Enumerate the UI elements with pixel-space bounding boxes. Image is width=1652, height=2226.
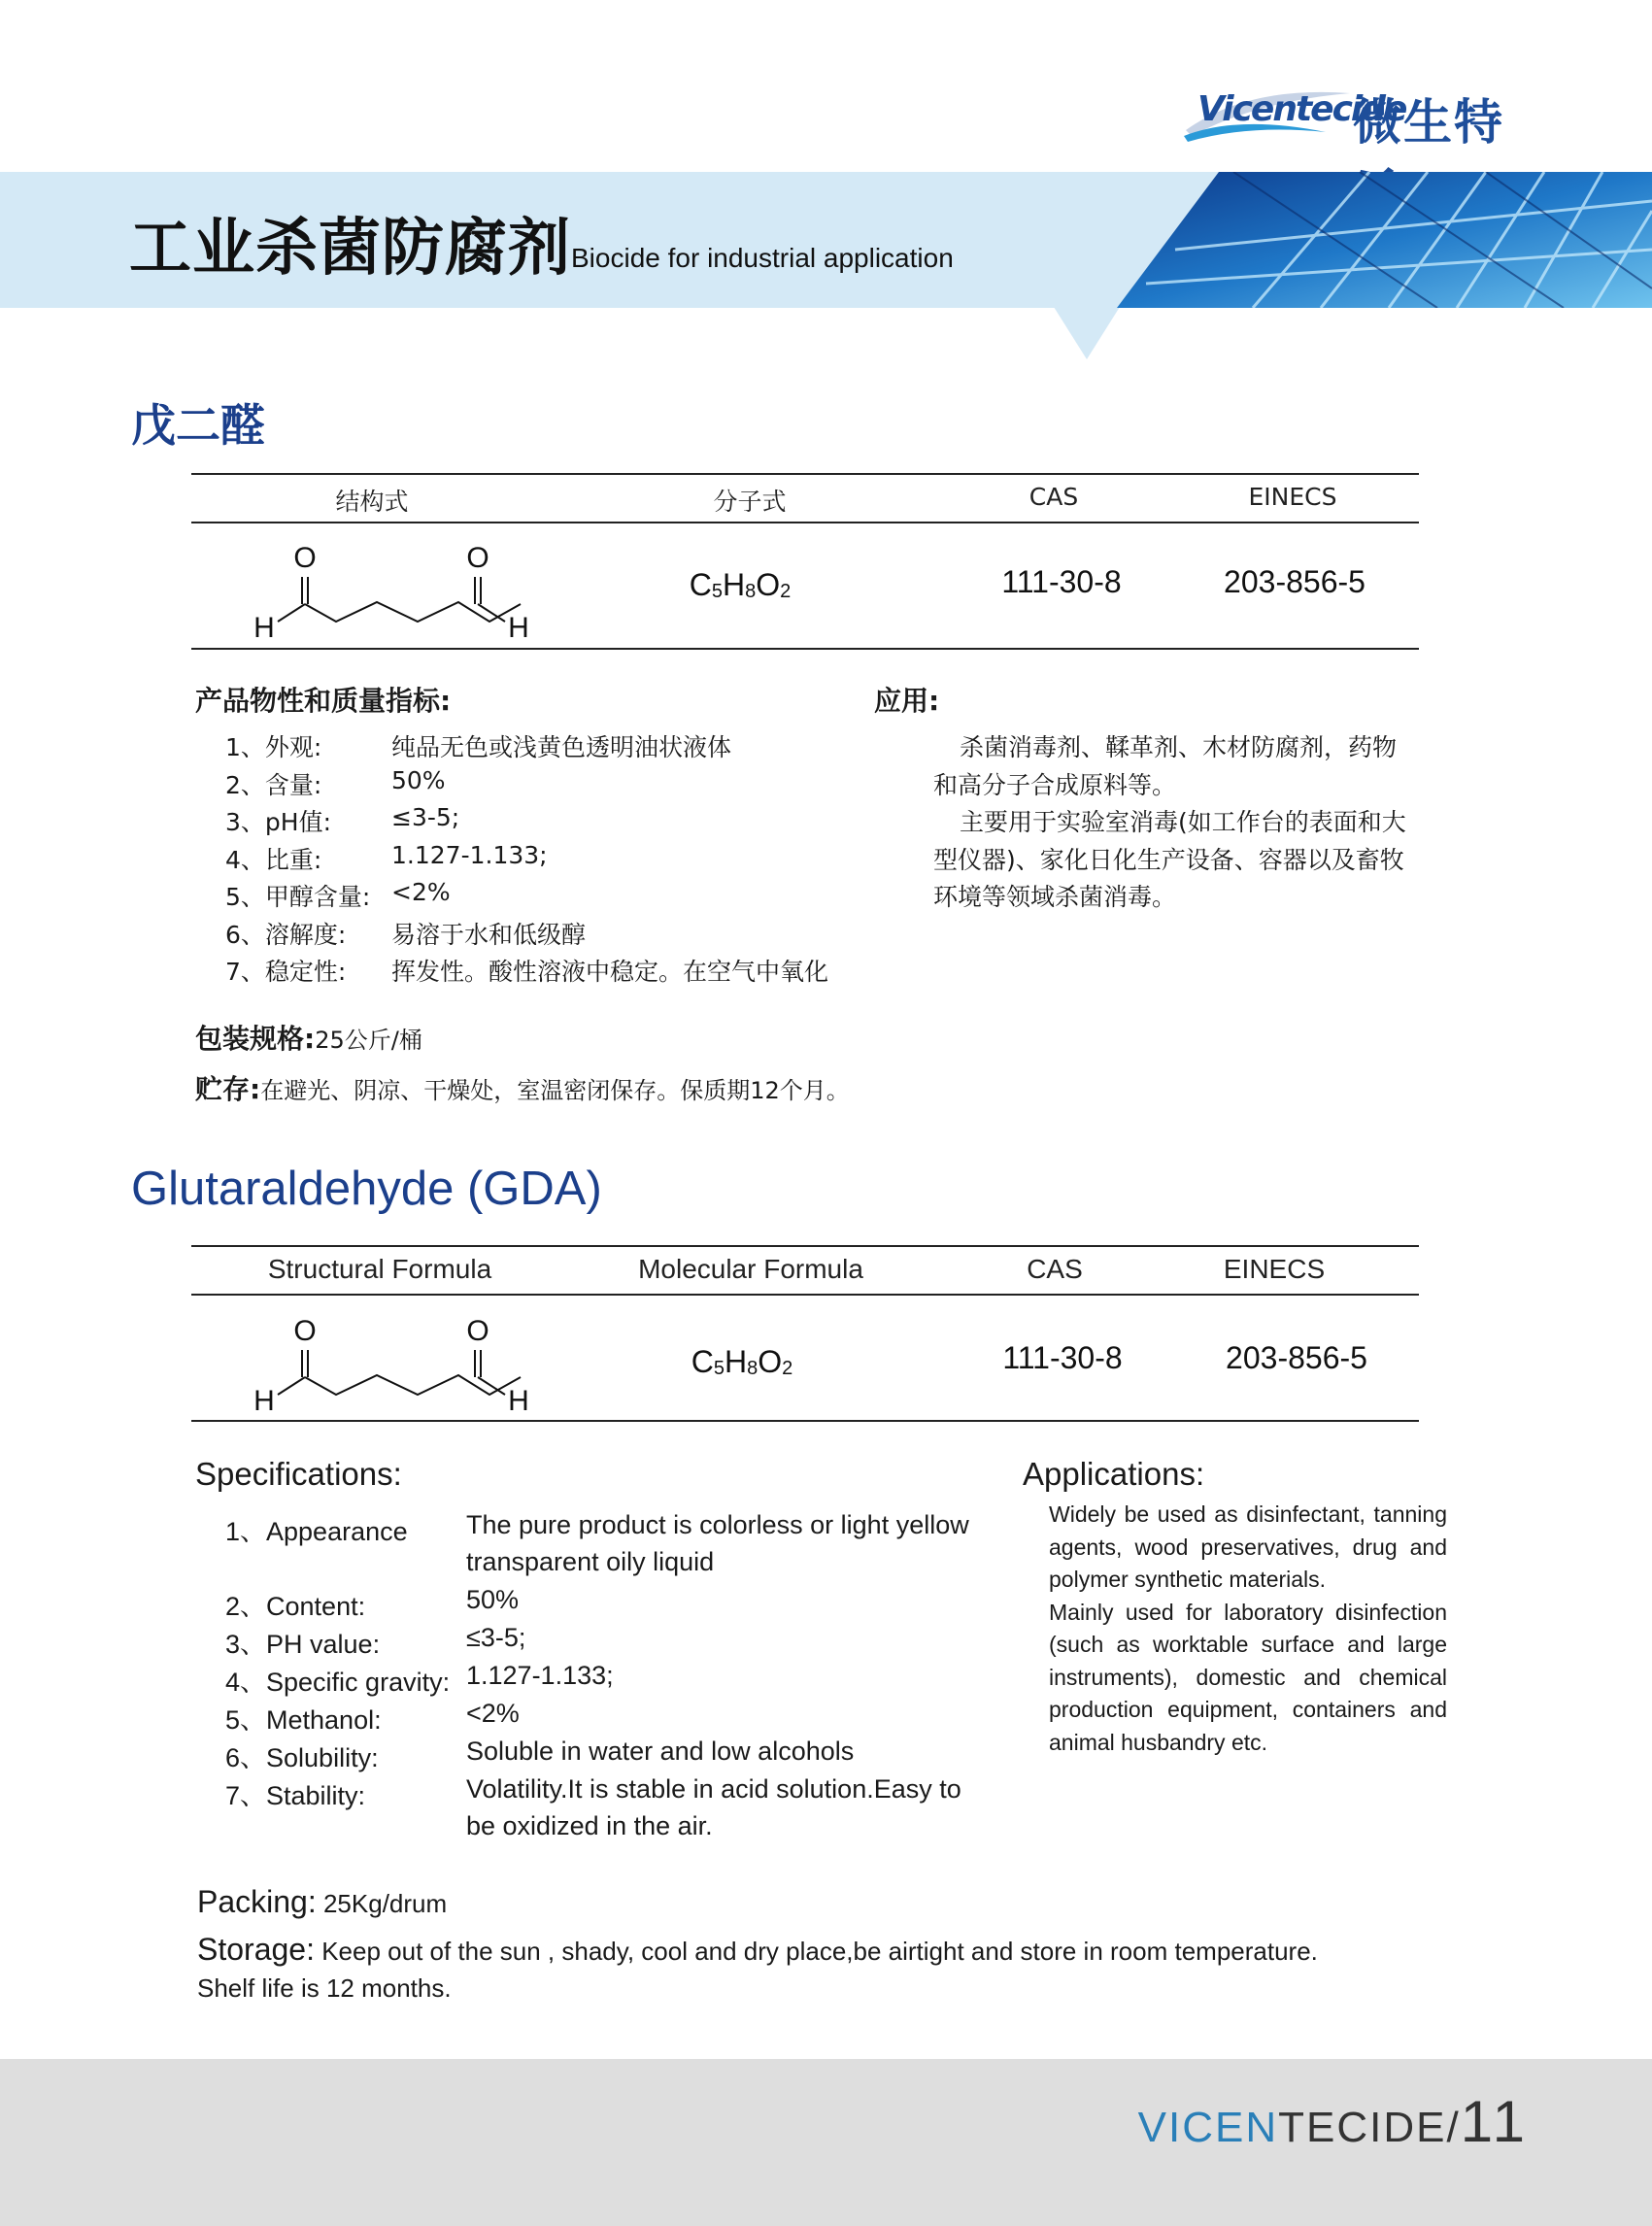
section-title-cn: 戊二醛 (131, 399, 265, 452)
oxygen-atom-left: O (293, 1315, 317, 1347)
list-item-value: 50% (466, 1585, 520, 1614)
table-header-structure-en: Structural Formula (267, 1254, 492, 1284)
list-item: 5、Methanol: (225, 1705, 382, 1735)
table-header-molecular-cn: 分子式 (713, 488, 787, 516)
packing-en: Packing: 25Kg/drum (197, 1884, 448, 1919)
list-item-value: ≤3-5; (466, 1623, 526, 1652)
list-item: 6、Solubility: (225, 1743, 379, 1772)
table-rule-top-en (191, 1245, 1419, 1247)
table-header-einecs-cn: EINECS (1248, 483, 1337, 511)
footer-page-label: VICENTECIDE/11 (1137, 2089, 1529, 2154)
applications-text-cn (933, 729, 1419, 917)
header-band-pointer (1054, 307, 1120, 359)
oxygen-atom-right: O (466, 1315, 489, 1347)
header-title-cn: 工业杀菌防腐剂 (129, 213, 571, 285)
cas-value-cn: 111-30-8 (1001, 564, 1122, 599)
applications-paragraph: Widely be used as disinfectant, tanning agents, wood preservatives, drug and polymer synthetic materials. (1049, 1501, 1447, 1592)
list-item: 3、PH value: (225, 1630, 381, 1659)
header-title-en: Biocide for industrial application (571, 243, 954, 273)
page-number: 11 (1460, 2089, 1529, 2154)
table-rule-mid-cn (191, 522, 1419, 523)
specs-heading-cn: 产品物性和质量指标: (195, 685, 452, 717)
table-rule-bottom-en (191, 1420, 1419, 1422)
brand-logo (1180, 76, 1549, 150)
logo-text-cn: 微生特 (1353, 94, 1504, 151)
hydrogen-atom-left: H (253, 1385, 275, 1417)
list-item-value: Soluble in water and low alcohols (466, 1737, 855, 1766)
list-item: 4、Specific gravity: (225, 1668, 451, 1697)
logo-text-en: Vicentecide (1197, 89, 1406, 129)
structural-formula-cn (243, 532, 563, 658)
list-item-value: <2% (466, 1699, 520, 1728)
applications-paragraph: 杀菌消毒剂、鞣革剂、木材防腐剂，药物和高分子合成原料等。 (933, 733, 1398, 799)
shelf-life-en: Shelf life is 12 months. (197, 1973, 452, 2003)
oxygen-atom-right: O (466, 542, 489, 574)
table-header-cas-en: CAS (1027, 1254, 1083, 1284)
hydrogen-atom-left: H (253, 612, 275, 644)
applications-paragraph: 主要用于实验室消毒(如工作台的表面和大型仪器)、家化日化生产设备、容器以及畜牧环境等领域杀菌消毒。 (933, 808, 1406, 911)
list-item: 1、Appearance (225, 1517, 408, 1546)
cas-value-en: 111-30-8 (1002, 1340, 1123, 1375)
table-header-molecular-en: Molecular Formula (638, 1254, 863, 1284)
list-item-value: The pure product is colorless or light yellow transparent oily liquid (466, 1510, 969, 1576)
applications-heading-en: Applications: (1023, 1456, 1205, 1492)
table-header-einecs-en: EINECS (1223, 1254, 1326, 1284)
table-header-cas-cn: CAS (1028, 483, 1079, 511)
oxygen-atom-left: O (293, 542, 317, 574)
list-item-value: 1.127-1.133; (466, 1661, 614, 1690)
applications-text-en (1049, 1499, 1447, 1759)
structural-formula-en (243, 1305, 563, 1432)
molecular-formula-en: $C_5H_8O_2$ (691, 1344, 793, 1379)
packing-cn: 包装规格:25公斤/桶 (195, 1023, 422, 1055)
table-rule-bottom-cn (191, 648, 1419, 650)
hydrogen-atom-right: H (508, 1385, 529, 1417)
header-building-image (1117, 172, 1652, 308)
einecs-value-cn: 203-856-5 (1224, 564, 1365, 599)
list-item: 7、Stability: (225, 1781, 366, 1810)
section-title-en: Glutaraldehyde (GDA) (131, 1163, 602, 1215)
einecs-value-en: 203-856-5 (1226, 1340, 1367, 1375)
list-item-value: Volatility.It is stable in acid solution.Easy to be oxidized in the air. (466, 1774, 961, 1840)
specs-heading-en: Specifications: (195, 1456, 402, 1492)
list-item: 2、Content: (225, 1592, 366, 1621)
molecular-formula-cn: $C_5H_8O_2$ (689, 567, 792, 602)
hydrogen-atom-right: H (508, 612, 529, 644)
table-rule-top-cn (191, 473, 1419, 475)
storage-en: Storage: Keep out of the sun , shady, cool and dry place,be airtight and store in room temperature. (197, 1932, 1318, 1967)
applications-paragraph: Mainly used for laboratory disinfection (such as worktable surface and large instruments), domestic and chemical production equipment, containers and animal husbandry etc. (1049, 1599, 1447, 1755)
table-header-structure-cn: 结构式 (335, 488, 409, 516)
storage-cn: 贮存:在避光、阴凉、干燥处，室温密闭保存。保质期12个月。 (195, 1073, 850, 1105)
table-rule-mid-en (191, 1294, 1419, 1296)
applications-heading-cn: 应用: (874, 685, 940, 717)
